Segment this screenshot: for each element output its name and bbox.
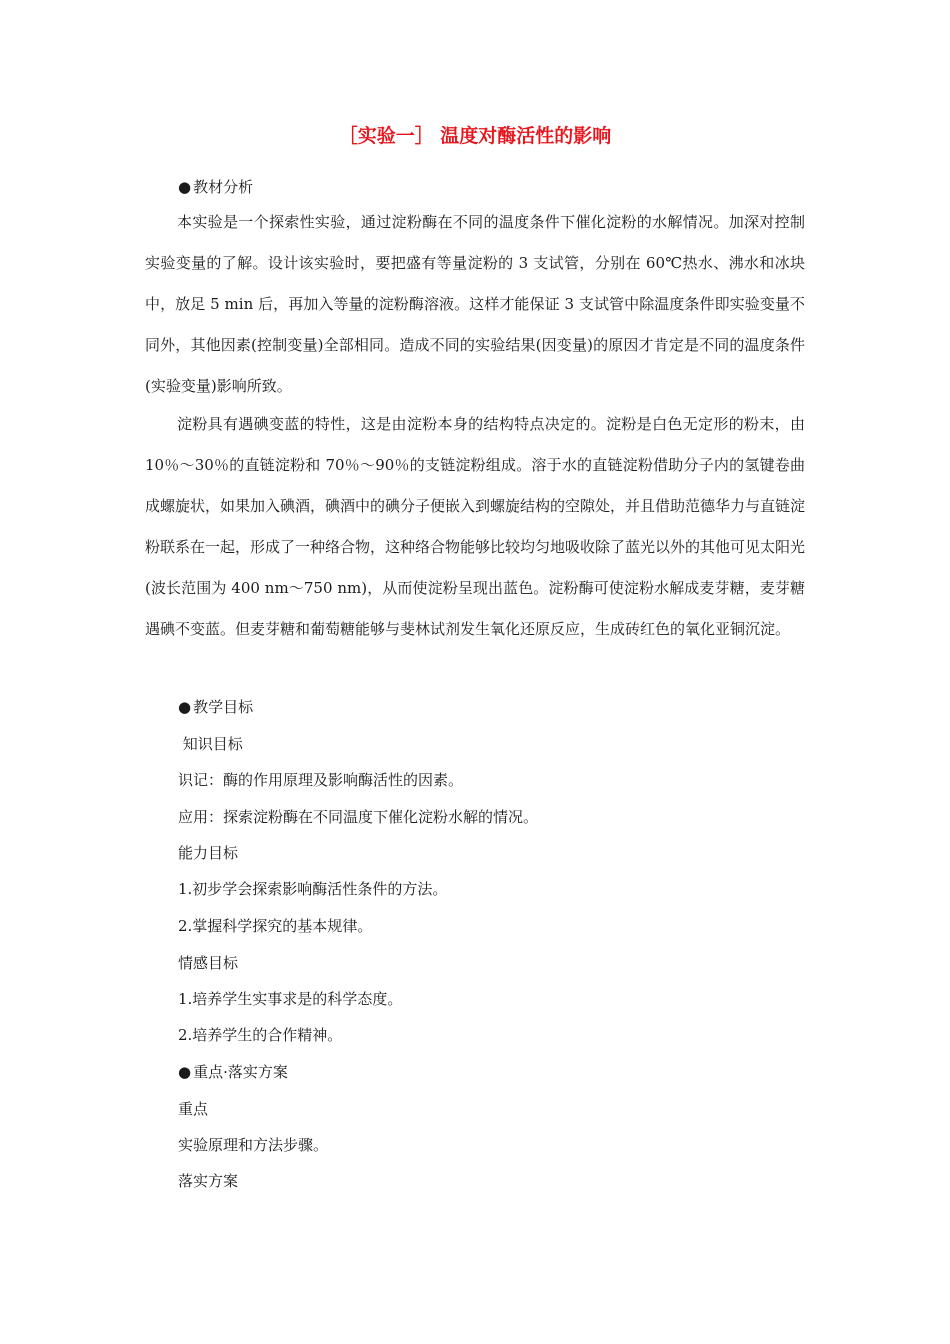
ability-item-2: 2.掌握科学探究的基本规律。 xyxy=(178,917,373,935)
knowledge-item-2: 应用：探索淀粉酶在不同温度下催化淀粉水解的情况。 xyxy=(178,808,539,826)
bullet-icon: ● xyxy=(178,1063,192,1081)
subheading-key: 重点 xyxy=(178,1100,209,1118)
knowledge-item-1: 识记：酶的作用原理及影响酶活性的因素。 xyxy=(178,771,464,789)
emotion-item-1: 1.培养学生实事求是的科学态度。 xyxy=(178,990,403,1008)
section-heading-goals xyxy=(178,696,253,718)
key-text: 实验原理和方法步骤。 xyxy=(178,1136,329,1154)
subheading-plan: 落实方案 xyxy=(178,1172,239,1190)
paragraph-analysis-1: 本实验是一个探索性实验，通过淀粉酶在不同的温度条件下催化淀粉的水解情况。加深对控制实验变量的了解。设计该实验时，要把盛有等量淀粉的 3 支试管，分别在 60℃热水、沸水和冰块中，放足 5 min 后，再加入等量的淀粉酶溶液。这样才能保证 3 支试管中除温度条件即实验变量不同外，其他因素(控制变量)全部相同。造成不同的实验结果(因变量)的原因才肯定是不同的温度条件(实验变量)影响所致。 xyxy=(145,213,805,395)
bullet-icon: ● xyxy=(178,178,192,196)
paragraph-analysis-2: 淀粉具有遇碘变蓝的特性，这是由淀粉本身的结构特点决定的。淀粉是白色无定形的粉末，由 10％～30％的直链淀粉和 70％～90％的支链淀粉组成。溶于水的直链淀粉借助分子内的氢键卷曲成螺旋状，如果加入碘酒，碘酒中的碘分子便嵌入到螺旋结构的空隙处，并且借助范德华力与直链淀粉联系在一起，形成了一种络合物，这种络合物能够比较均匀地吸收除了蓝光以外的其他可见太阳光(波长范围为 400 nm～750 nm)，从而使淀粉呈现出蓝色。淀粉酶可使淀粉水解成麦芽糖，麦芽糖遇碘不变蓝。但麦芽糖和葡萄糖能够与斐林试剂发生氧化还原反应，生成砖红色的氧化亚铜沉淀。 xyxy=(145,415,806,638)
section-heading-label: 教材分析 xyxy=(193,178,254,196)
subheading-ability: 能力目标 xyxy=(178,844,239,862)
bullet-icon: ● xyxy=(178,698,192,716)
section-heading-focus xyxy=(178,1061,288,1083)
ability-item-1: 1.初步学会探索影响酶活性条件的方法。 xyxy=(178,880,448,898)
page-title: ［实验一］ 温度对酶活性的影响 xyxy=(338,125,612,147)
subheading-knowledge: 知识目标 xyxy=(178,735,243,753)
emotion-item-2: 2.培养学生的合作精神。 xyxy=(178,1026,343,1044)
section-heading-label: 重点·落实方案 xyxy=(193,1063,288,1081)
subheading-emotion: 情感目标 xyxy=(178,954,239,972)
section-heading-analysis xyxy=(178,176,253,198)
section-heading-label: 教学目标 xyxy=(193,698,254,716)
